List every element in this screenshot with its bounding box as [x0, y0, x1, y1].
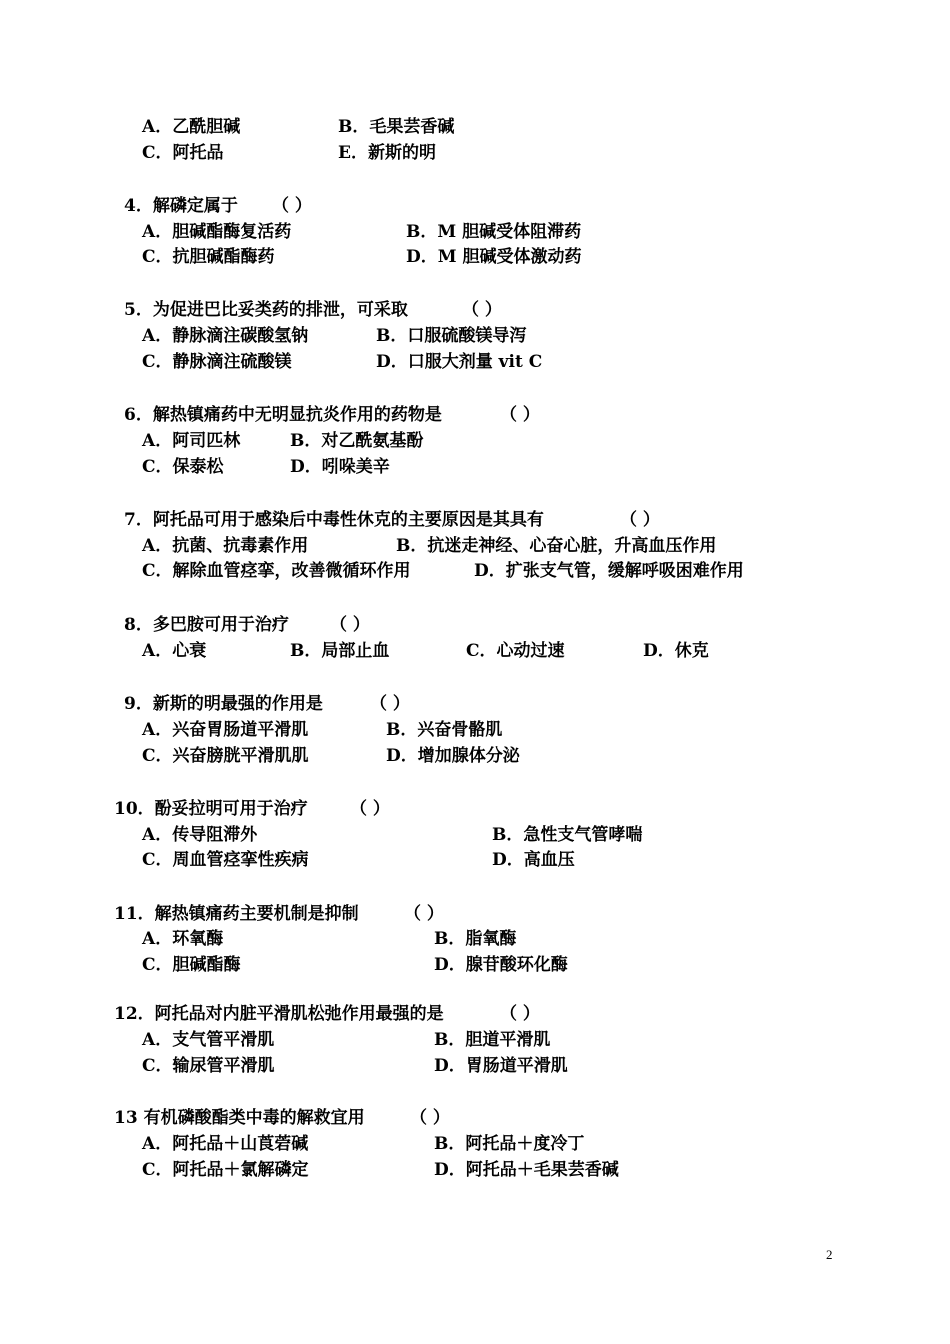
question-stem: 9．新斯的明最强的作用是: [124, 694, 323, 714]
option-b: B．阿托品＋度冷丁: [434, 1134, 585, 1154]
answer-blank: （ ）: [620, 510, 660, 530]
answer-blank: （ ）: [272, 196, 312, 216]
option-d: D．M 胆碱受体激动药: [406, 247, 582, 267]
option-c: C．心动过速: [466, 641, 565, 661]
option-d: D．腺苷酸环化酶: [434, 955, 568, 975]
option-c: C．保泰松: [142, 457, 224, 477]
option-d: D．扩张支气管，缓解呼吸困难作用: [474, 561, 744, 581]
question-stem: 6．解热镇痛药中无明显抗炎作用的药物是: [124, 405, 442, 425]
option-c: C．周血管痉挛性疾病: [142, 850, 309, 870]
option-c: C．输尿管平滑肌: [142, 1056, 275, 1076]
option-c: C．阿托品: [142, 143, 224, 163]
question-stem: 8．多巴胺可用于治疗: [124, 615, 289, 635]
answer-blank: （ ）: [410, 1108, 450, 1128]
page-number: 2: [826, 1247, 833, 1262]
option-b: B．急性支气管哮喘: [492, 825, 643, 845]
option-d: D．增加腺体分泌: [386, 746, 520, 766]
option-b: B．局部止血: [290, 641, 390, 661]
option-a: A．心衰: [142, 641, 207, 661]
option-c: C．静脉滴注硫酸镁: [142, 352, 292, 372]
option-b: B．对乙酰氨基酚: [290, 431, 424, 451]
question-stem: 5．为促进巴比妥类药的排泄，可采取: [124, 300, 408, 320]
option-c: C．兴奋膀胱平滑肌肌: [142, 746, 309, 766]
option-b: B．M 胆碱受体阻滞药: [406, 222, 582, 242]
option-c: C．胆碱酯酶: [142, 955, 241, 975]
answer-blank: （ ）: [404, 904, 444, 924]
option-a: A．环氧酶: [142, 929, 224, 949]
option-a: A．支气管平滑肌: [142, 1030, 275, 1050]
option-a: A．乙酰胆碱: [142, 117, 241, 137]
answer-blank: （ ）: [462, 300, 502, 320]
option-d: D．吲哚美辛: [290, 457, 390, 477]
option-d: D．胃肠道平滑肌: [434, 1056, 568, 1076]
answer-blank: （ ）: [350, 799, 390, 819]
option-c: C．抗胆碱酯酶药: [142, 247, 275, 267]
question-stem: 12．阿托品对内脏平滑肌松弛作用最强的是: [114, 1004, 444, 1024]
option-a: A．兴奋胃肠道平滑肌: [142, 720, 309, 740]
option-c: C．阿托品＋氯解磷定: [142, 1160, 309, 1180]
option-a: A．静脉滴注碳酸氢钠: [142, 326, 309, 346]
question-stem: 4．解磷定属于: [124, 196, 238, 216]
option-a: A．抗菌、抗毒素作用: [142, 536, 309, 556]
option-b: B．抗迷走神经、心奋心脏，升高血压作用: [396, 536, 717, 556]
option-d: D．高血压: [492, 850, 575, 870]
answer-blank: （ ）: [330, 615, 370, 635]
option-c: C．解除血管痉挛，改善微循环作用: [142, 561, 411, 581]
option-b: B．胆道平滑肌: [434, 1030, 551, 1050]
answer-blank: （ ）: [500, 1004, 540, 1024]
option-a: A．阿司匹林: [142, 431, 241, 451]
option-b: B．兴奋骨骼肌: [386, 720, 503, 740]
option-d: D．口服大剂量 vit C: [376, 352, 543, 372]
option-d: D．阿托品＋毛果芸香碱: [434, 1160, 619, 1180]
answer-blank: （ ）: [370, 694, 410, 714]
option-d: D．休克: [643, 641, 709, 661]
question-stem: 7．阿托品可用于感染后中毒性休克的主要原因是其具有: [124, 510, 544, 530]
option-b: B．口服硫酸镁导泻: [376, 326, 527, 346]
option-a: A．阿托品＋山莨菪碱: [142, 1134, 309, 1154]
option-b: B．脂氧酶: [434, 929, 517, 949]
option-b: B．毛果芸香碱: [338, 117, 455, 137]
question-stem: 13 有机磷酸酯类中毒的解救宜用: [114, 1108, 365, 1128]
answer-blank: （ ）: [500, 405, 540, 425]
option-a: A．传导阻滞外: [142, 825, 258, 845]
option-e: E．新斯的明: [338, 143, 436, 163]
question-stem: 10．酚妥拉明可用于治疗: [114, 799, 308, 819]
option-a: A．胆碱酯酶复活药: [142, 222, 292, 242]
question-stem: 11．解热镇痛药主要机制是抑制: [114, 904, 359, 924]
